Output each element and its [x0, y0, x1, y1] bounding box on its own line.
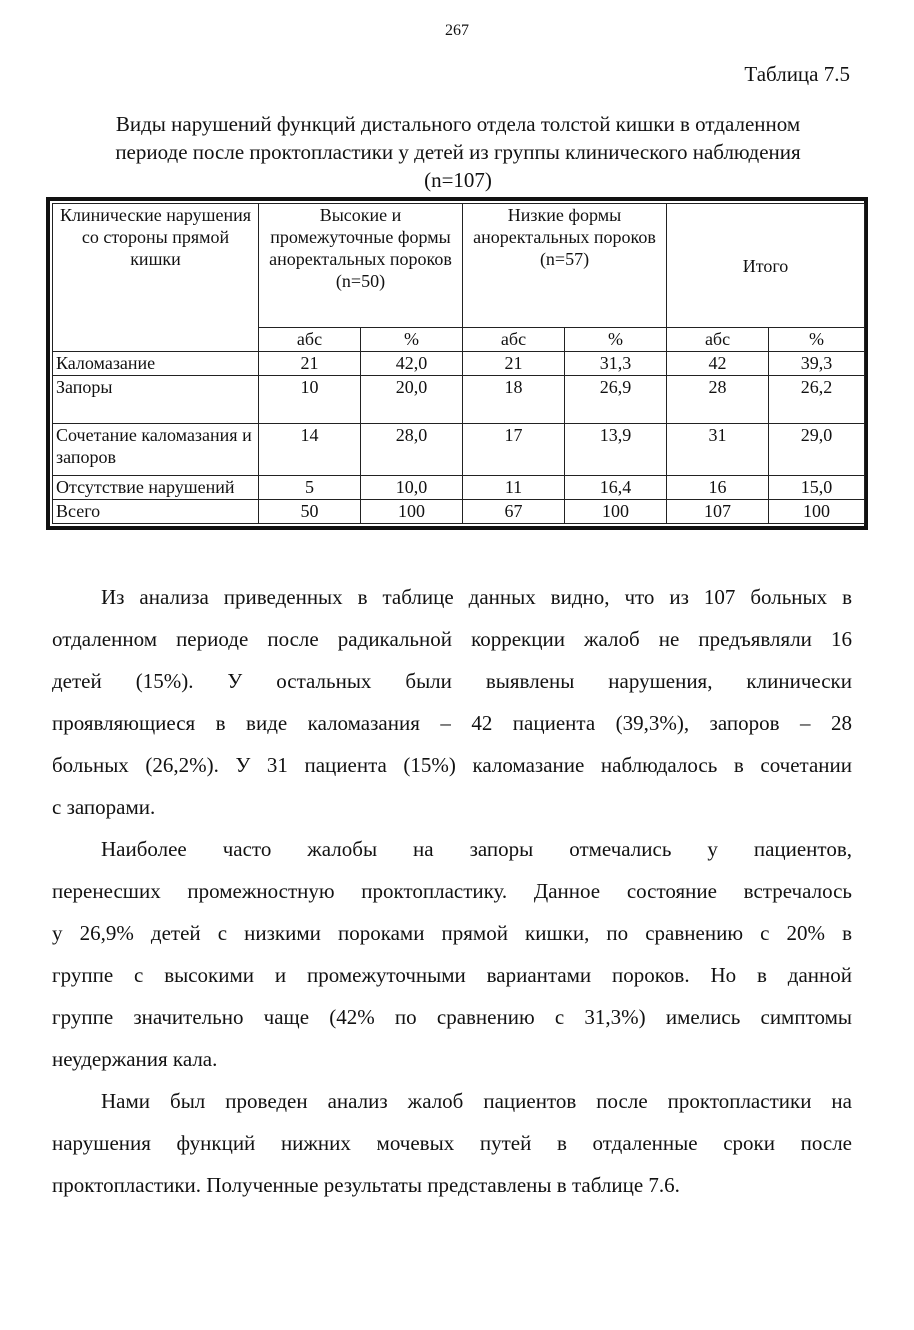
cell: 16 [667, 476, 769, 500]
table-caption [50, 110, 866, 194]
text-line: группе значительно чаще (42% по сравнению с 31,3%) имелись симптомы [52, 1005, 852, 1029]
text-line: перенесших промежностную проктопластику. Данное состояние встречалось [52, 879, 852, 903]
cell: 29,0 [769, 424, 865, 476]
text-line: нарушения функций нижних мочевых путей в отдаленные сроки после [52, 1131, 852, 1155]
cell: 100 [565, 500, 667, 524]
cell: 10,0 [361, 476, 463, 500]
cell: 21 [463, 352, 565, 376]
table-row [53, 352, 865, 376]
cell: 42 [667, 352, 769, 376]
row-label: Отсутствие нарушений [53, 476, 259, 500]
cell: 17 [463, 424, 565, 476]
header-low-forms: Низкие формы аноректальных пороков (n=57) [463, 204, 667, 328]
data-table [52, 203, 865, 524]
text-line: с запорами. [52, 795, 156, 819]
text-line: проявляющиеся в виде каломазания – 42 пациента (39,3%), запоров – 28 [52, 711, 852, 735]
cell: 100 [769, 500, 865, 524]
table-row [53, 424, 865, 476]
cell: 31 [667, 424, 769, 476]
cell: 67 [463, 500, 565, 524]
subheader-abs: абс [259, 328, 361, 352]
cell: 13,9 [565, 424, 667, 476]
table-row [53, 500, 865, 524]
cell: 28 [667, 376, 769, 424]
table-label: Таблица 7.5 [744, 62, 850, 86]
caption-line: Виды нарушений функций дистального отдела толстой кишки в отдаленном [115, 112, 801, 136]
subheader-abs: абс [463, 328, 565, 352]
text-line: неудержания кала. [52, 1047, 218, 1071]
cell: 26,9 [565, 376, 667, 424]
header-total: Итого [667, 204, 865, 328]
text-line: Нами был проведен анализ жалоб пациентов после проктопластики на [101, 1089, 852, 1113]
text-line: детей (15%). У остальных были выявлены нарушения, клинически [52, 669, 852, 693]
body-text [52, 576, 852, 1206]
text-line: больных (26,2%). У 31 пациента (15%) каломазание наблюдалось в сочетании [52, 753, 852, 777]
subheader-pct: % [361, 328, 463, 352]
cell: 18 [463, 376, 565, 424]
row-label: Сочетание каломазания и запоров [53, 424, 259, 476]
row-label: Всего [53, 500, 259, 524]
cell: 26,2 [769, 376, 865, 424]
subheader-pct: % [769, 328, 865, 352]
paragraph [52, 828, 852, 1080]
cell: 39,3 [769, 352, 865, 376]
table-row [53, 476, 865, 500]
cell: 20,0 [361, 376, 463, 424]
paragraph [52, 1080, 852, 1206]
cell: 11 [463, 476, 565, 500]
text-line: отдаленном периоде после радикальной коррекции жалоб не предъявляли 16 [52, 627, 852, 651]
table-row [53, 376, 865, 424]
text-line: Наиболее часто жалобы на запоры отмечались у пациентов, [101, 837, 852, 861]
caption-line: периоде после проктопластики у детей из группы клинического наблюдения [115, 140, 801, 164]
data-table-frame [46, 197, 868, 530]
cell: 50 [259, 500, 361, 524]
header-clinical: Клинические нарушения со стороны прямой кишки [53, 204, 259, 352]
header-high-forms: Высокие и промежуточные формы аноректальных пороков (n=50) [259, 204, 463, 328]
text-line: группе с высокими и промежуточными вариантами пороков. Но в данной [52, 963, 852, 987]
cell: 15,0 [769, 476, 865, 500]
cell: 14 [259, 424, 361, 476]
cell: 107 [667, 500, 769, 524]
cell: 21 [259, 352, 361, 376]
text-line: у 26,9% детей с низкими пороками прямой кишки, по сравнению с 20% в [52, 921, 852, 945]
text-line: Из анализа приведенных в таблице данных видно, что из 107 больных в [101, 585, 852, 609]
cell: 16,4 [565, 476, 667, 500]
cell: 5 [259, 476, 361, 500]
cell: 100 [361, 500, 463, 524]
cell: 10 [259, 376, 361, 424]
page-number: 267 [445, 22, 469, 39]
paragraph [52, 576, 852, 828]
subheader-abs: абс [667, 328, 769, 352]
row-label: Запоры [53, 376, 259, 424]
cell: 31,3 [565, 352, 667, 376]
text-line: проктопластики. Полученные результаты представлены в таблице 7.6. [52, 1173, 680, 1197]
row-label: Каломазание [53, 352, 259, 376]
cell: 28,0 [361, 424, 463, 476]
caption-line: (n=107) [424, 168, 492, 192]
cell: 42,0 [361, 352, 463, 376]
subheader-pct: % [565, 328, 667, 352]
